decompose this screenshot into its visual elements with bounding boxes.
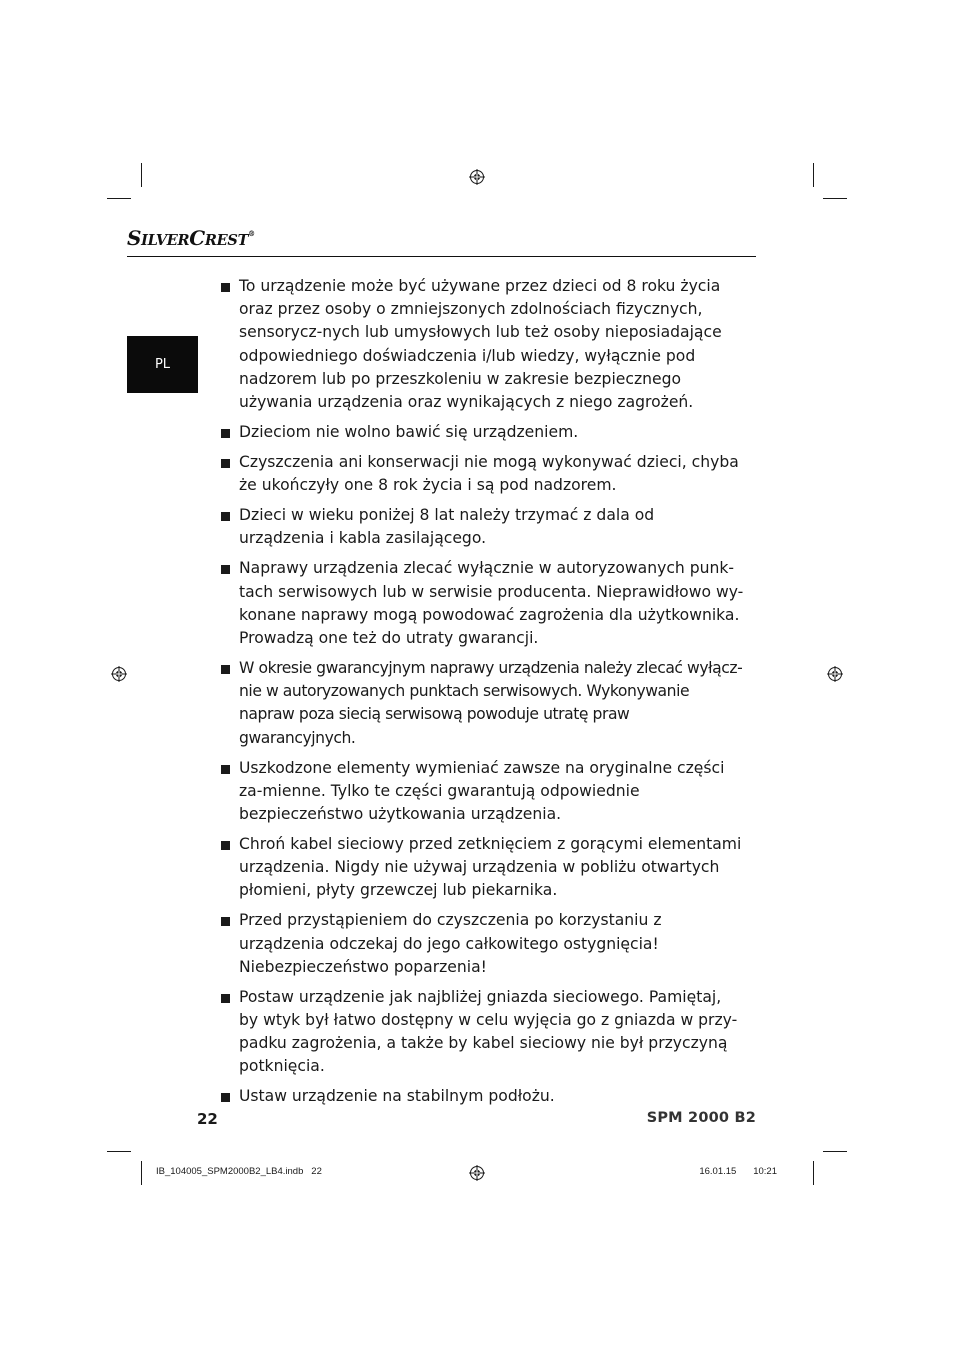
list-item-text: Chroń kabel sieciowy przed zetknięciem z gorącymi elementami urządzenia. Nigdy nie używaj urządzenia w pobliżu otwartych płomieni, płyty grzewczej lub piekarnika. <box>239 835 742 900</box>
list-item <box>219 421 744 444</box>
registration-mark-icon <box>469 169 485 185</box>
list-item-text: Ustaw urządzenie na stabilnym podłożu. <box>239 1087 555 1106</box>
crop-mark <box>107 1151 131 1152</box>
language-tab-label: PL <box>154 357 171 372</box>
square-bullet-icon <box>221 1093 230 1102</box>
trademark-symbol: ® <box>248 229 255 238</box>
registration-mark-icon <box>469 1165 485 1181</box>
list-item-text: Przed przystąpieniem do czyszczenia po korzystaniu z urządzenia odczekaj do jego całkowitego ostygnięcia! Niebezpieczeństwo poparzenia! <box>239 911 662 976</box>
list-item <box>219 986 744 1079</box>
list-item-text: Postaw urządzenie jak najbliżej gniazda sieciowego. Pamiętaj, by wtyk był łatwo dostępny w celu wyjęcia go z gniazda w przy-padku zagrożenia, a także by kabel sieciowy nie był przyczyną potknięcia. <box>239 987 738 1076</box>
language-tab <box>127 336 198 393</box>
logo-letter: S <box>127 226 142 250</box>
page-number: 22 <box>197 1110 218 1128</box>
print-slug-date: 16.01.15 10:21 <box>699 1166 777 1177</box>
crop-mark <box>813 1161 814 1185</box>
square-bullet-icon <box>221 429 230 438</box>
print-slug-file: IB_104005_SPM2000B2_LB4.indb 22 <box>156 1166 322 1177</box>
list-item <box>219 504 744 550</box>
logo-letters: ILVER <box>141 232 190 249</box>
list-item-text: Dzieci w wieku poniżej 8 lat należy trzymać z dala od urządzenia i kabla zasilającego. <box>239 506 655 548</box>
list-item <box>219 657 744 750</box>
square-bullet-icon <box>221 917 230 926</box>
crop-mark <box>813 163 814 187</box>
crop-mark <box>141 163 142 187</box>
square-bullet-icon <box>221 459 230 468</box>
list-item-text: Dzieciom nie wolno bawić się urządzeniem. <box>239 423 579 442</box>
square-bullet-icon <box>221 665 230 674</box>
list-item <box>219 451 744 497</box>
square-bullet-icon <box>221 512 230 521</box>
brand-logo <box>127 226 255 250</box>
square-bullet-icon <box>221 994 230 1003</box>
model-name: SPM 2000 B2 <box>646 1110 756 1126</box>
crop-mark <box>107 198 131 199</box>
list-item-text: Uszkodzone elementy wymieniać zawsze na oryginalne części za-mienne. Tylko te części gwarantują odpowiednie bezpieczeństwo użytkowania urządzenia. <box>239 758 725 824</box>
list-item <box>219 275 744 414</box>
list-item-text: W okresie gwarancyjnym naprawy urządzenia należy zlecać wyłącz-nie w autoryzowanych punktach serwisowych. Wykonywanie napraw poza siecią serwisową powoduje utratę praw gwarancyjnych. <box>239 659 743 747</box>
header-rule <box>127 256 756 257</box>
registration-mark-icon <box>111 666 127 682</box>
list-item-text: To urządzenie może być używane przez dzieci od 8 roku życia oraz przez osoby o zmniejszonych zdolnościach fizycznych, sensorycz-nych lub umysłowych lub też osoby nieposiadające odpowiedniego doświadczenia i/lub wiedzy, wyłącznie pod nadzorem lub po przeszkoleniu w zakresie bezpiecznego używania urządzenia oraz wynikających z niego zagrożeń. <box>239 277 722 412</box>
square-bullet-icon <box>221 841 230 850</box>
list-item <box>219 909 744 979</box>
list-item <box>219 833 744 903</box>
list-item <box>219 1085 744 1108</box>
list-item-text: Czyszczenia ani konserwacji nie mogą wykonywać dzieci, chyba że ukończyły one 8 rok życia i są pod nadzorem. <box>239 453 739 495</box>
crop-mark <box>823 1151 847 1152</box>
safety-instructions-list <box>219 275 744 1115</box>
crop-mark <box>141 1161 142 1185</box>
crop-mark <box>823 198 847 199</box>
list-item-text: Naprawy urządzenia zlecać wyłącznie w autoryzowanych punk-tach serwisowych lub w serwisie producenta. Nieprawidłowo wy-konane naprawy mogą powodować zagrożenia dla użytkownika. Prowadzą one też do utraty gwarancji. <box>239 559 744 648</box>
square-bullet-icon <box>221 765 230 774</box>
square-bullet-icon <box>221 283 230 292</box>
list-item <box>219 557 744 650</box>
square-bullet-icon <box>221 565 230 574</box>
registration-mark-icon <box>827 666 843 682</box>
logo-letter: C <box>189 226 205 250</box>
logo-letters: REST <box>204 232 249 249</box>
list-item <box>219 757 744 827</box>
